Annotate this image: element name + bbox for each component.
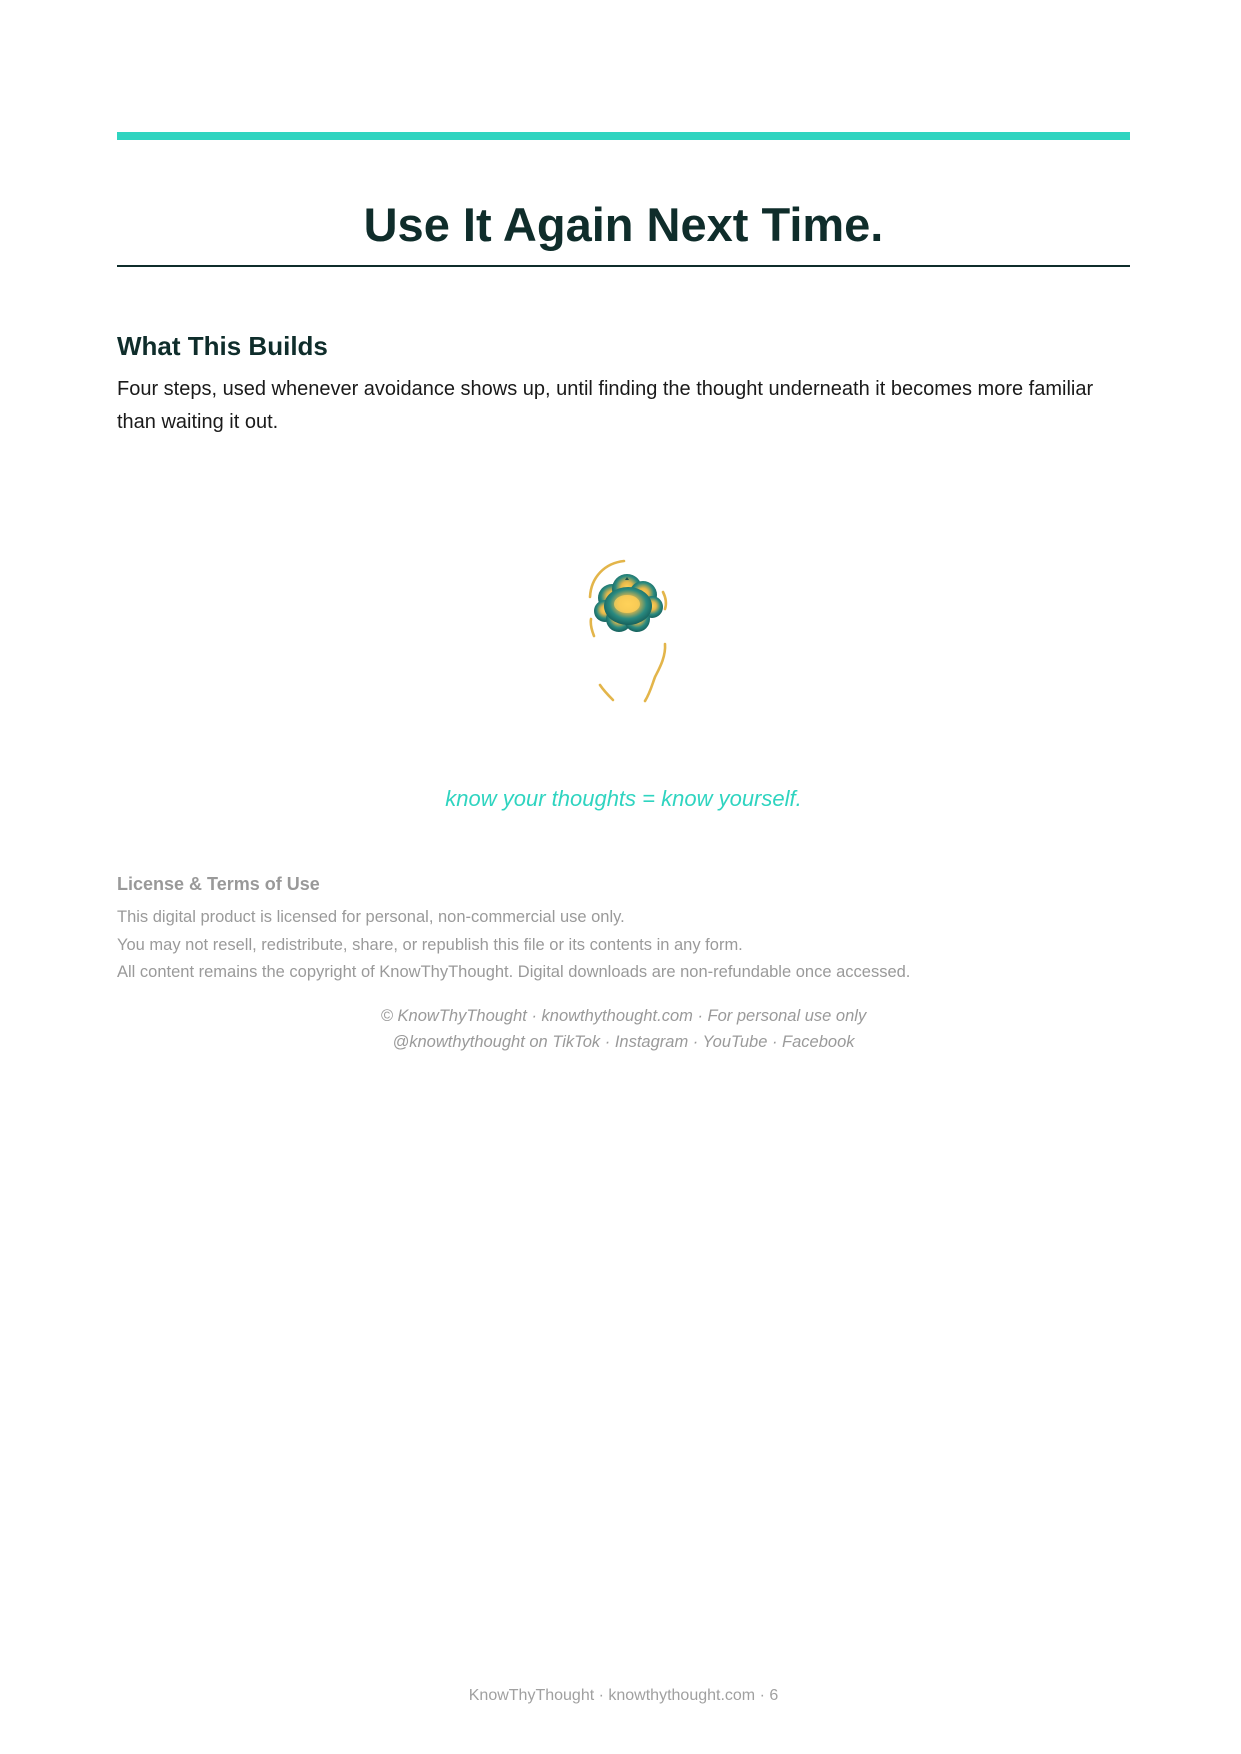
license-title: License & Terms of Use	[117, 874, 320, 894]
document-page	[117, 0, 1130, 1754]
section-heading: What This Builds	[117, 331, 328, 361]
social-line: @knowthythought on TikTok · Instagram · YouTube · Facebook	[392, 1033, 855, 1051]
head-with-glowing-cloud-icon	[567, 555, 687, 723]
copyright-line: © KnowThyThought · knowthythought.com · For personal use only	[380, 1007, 867, 1025]
section-body: Four steps, used whenever avoidance shows up, until finding the thought underneath it becomes more familiar than waiting it out.	[117, 378, 1094, 433]
top-accent-rule	[117, 132, 1130, 140]
license-line: You may not resell, redistribute, share, or republish this file or its contents in any form.	[117, 935, 743, 954]
page-title: Use It Again Next Time.	[363, 198, 884, 251]
license-line: This digital product is licensed for personal, non-commercial use only.	[117, 908, 625, 926]
page-footer: KnowThyThought · knowthythought.com · 6	[468, 1687, 779, 1704]
title-underline	[117, 265, 1130, 267]
copyright-footer	[117, 1003, 1130, 1055]
license-line: All content remains the copyright of KnowThyThought. Digital downloads are non-refundable once accessed.	[117, 963, 911, 981]
license-text	[117, 904, 1130, 987]
tagline: know your thoughts = know yourself.	[445, 786, 802, 811]
